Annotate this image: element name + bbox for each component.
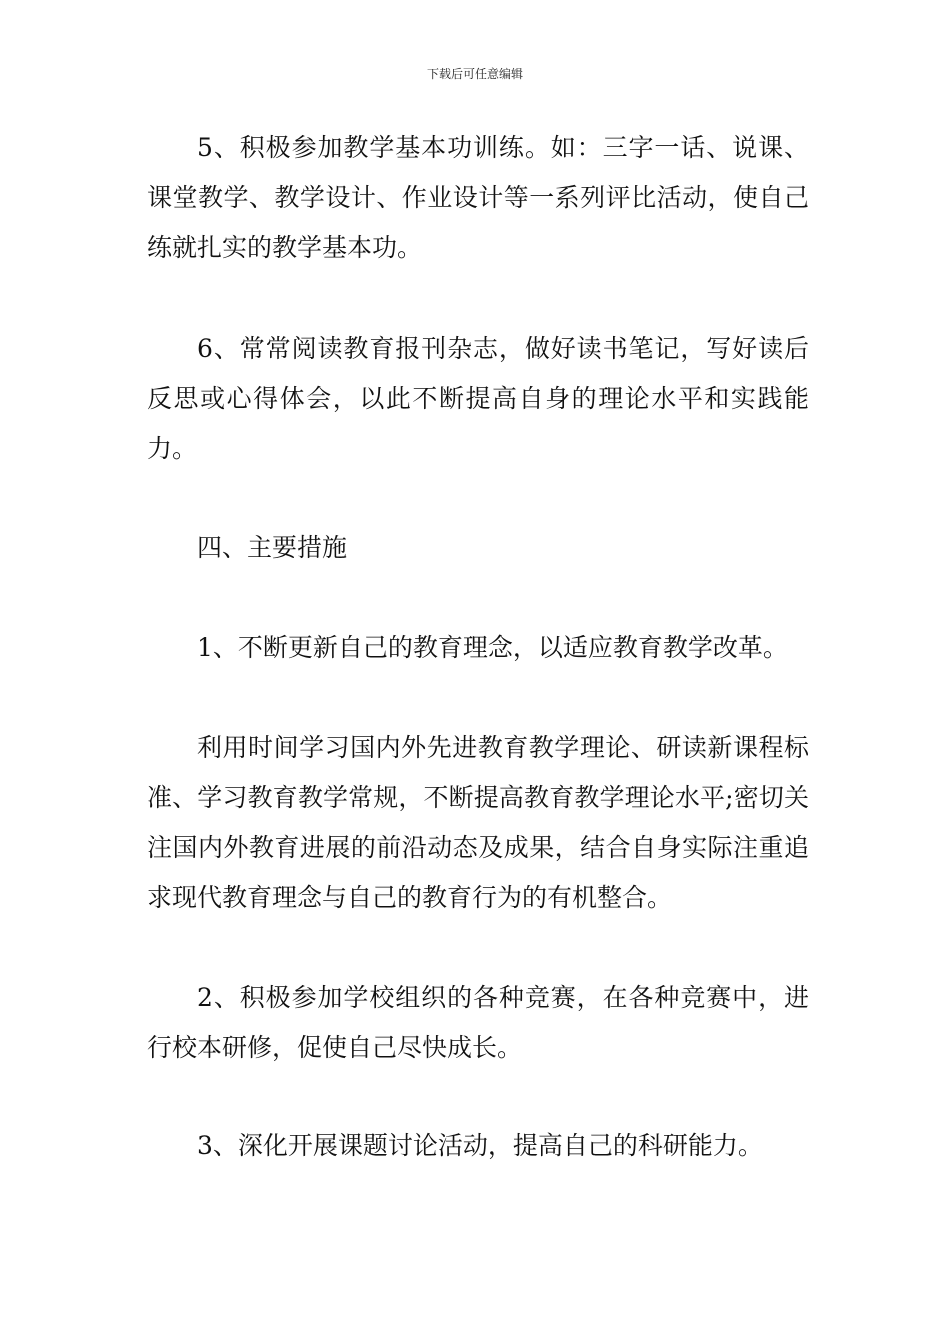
page-header: 下载后可任意编辑: [426, 67, 523, 81]
measure-item-1: 1、不断更新自己的教育理念，以适应教育教学改革。: [197, 633, 788, 662]
paragraph-item-5: 5、积极参加教学基本功训练。如：三字一话、说课、课堂教学、教学设计、作业设计等一系列评比活动，使自己练就扎实的教学基本功。: [147, 133, 809, 262]
paragraph-item-6: 6、常常阅读教育报刊杂志，做好读书笔记，写好读后反思或心得体会，以此不断提高自身的理论水平和实践能力。: [147, 334, 809, 463]
measure-item-2: 2、积极参加学校组织的各种竞赛，在各种竞赛中，进行校本研修，促使自己尽快成长。: [147, 983, 809, 1062]
section-heading-measures: 四、主要措施: [197, 533, 348, 562]
measure-item-1-detail: 利用时间学习国内外先进教育教学理论、研读新课程标准、学习教育教学常规，不断提高教育教学理论水平;密切关注国内外教育进展的前沿动态及成果，结合自身实际注重追求现代教育理念与自己的教育行为的有机整合。: [147, 733, 809, 912]
measure-item-3: 3、深化开展课题讨论活动，提高自己的科研能力。: [197, 1131, 763, 1160]
